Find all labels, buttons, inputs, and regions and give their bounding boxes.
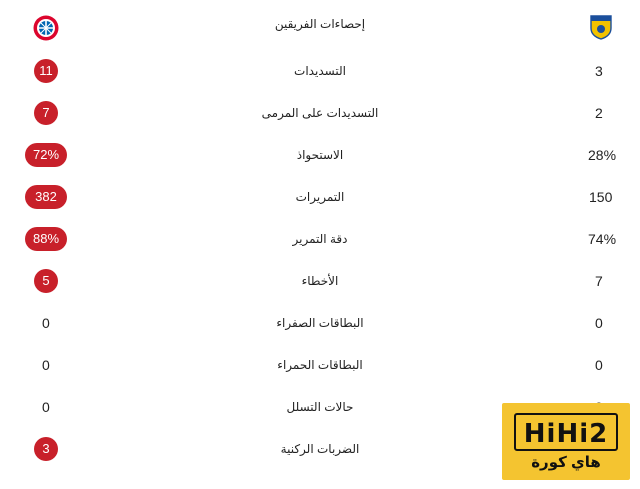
watermark-frame (514, 413, 618, 451)
stat-row-shots-on-target (0, 92, 640, 134)
stat-label: الاستحواذ (296, 148, 344, 162)
left-value: 0 (42, 399, 50, 415)
stat-row-yellow-cards (0, 302, 640, 344)
watermark-logo (502, 403, 630, 480)
stat-label: البطاقات الصفراء (276, 316, 364, 330)
stat-row-red-cards (0, 344, 640, 386)
stat-row-pass-accuracy (0, 218, 640, 260)
stat-label: حالات التسلل (286, 400, 354, 414)
stat-label: التسديدات (294, 64, 346, 78)
left-value: 88% (25, 227, 67, 251)
watermark-title: HiHi2 (523, 419, 609, 449)
stat-label: الضربات الركنية (280, 442, 360, 456)
right-value: 0 (595, 315, 603, 331)
right-value: 0 (595, 357, 603, 373)
stat-label: التمريرات (295, 190, 345, 204)
stat-label: دقة التمرير (292, 232, 348, 246)
stat-label: التسديدات على المرمى (261, 106, 379, 120)
stat-row-passes (0, 176, 640, 218)
right-value: 3 (595, 63, 603, 79)
bayern-munich-logo-icon (33, 15, 59, 41)
left-value: 382 (25, 185, 67, 209)
left-value: 7 (34, 101, 58, 125)
right-value: 7 (595, 273, 603, 289)
stat-label: البطاقات الحمراء (277, 358, 363, 372)
stat-label: الأخطاء (301, 274, 339, 288)
stat-row-fouls (0, 260, 640, 302)
stats-header (0, 3, 640, 45)
left-value: 3 (34, 437, 58, 461)
watermark-subtitle: هاي كورة (531, 454, 601, 471)
right-value: 2 (595, 105, 603, 121)
left-value: 5 (34, 269, 58, 293)
left-value: 11 (34, 59, 58, 83)
club-shield-logo-icon (590, 14, 612, 40)
stat-row-possession (0, 134, 640, 176)
left-value: 0 (42, 357, 50, 373)
left-value: 0 (42, 315, 50, 331)
stat-row-shots (0, 50, 640, 92)
page-title: إحصاءات الفريقين (274, 17, 366, 31)
right-value: 74% (588, 231, 617, 247)
left-value: 72% (25, 143, 67, 167)
right-value: 28% (588, 147, 617, 163)
right-value: 150 (589, 189, 613, 205)
